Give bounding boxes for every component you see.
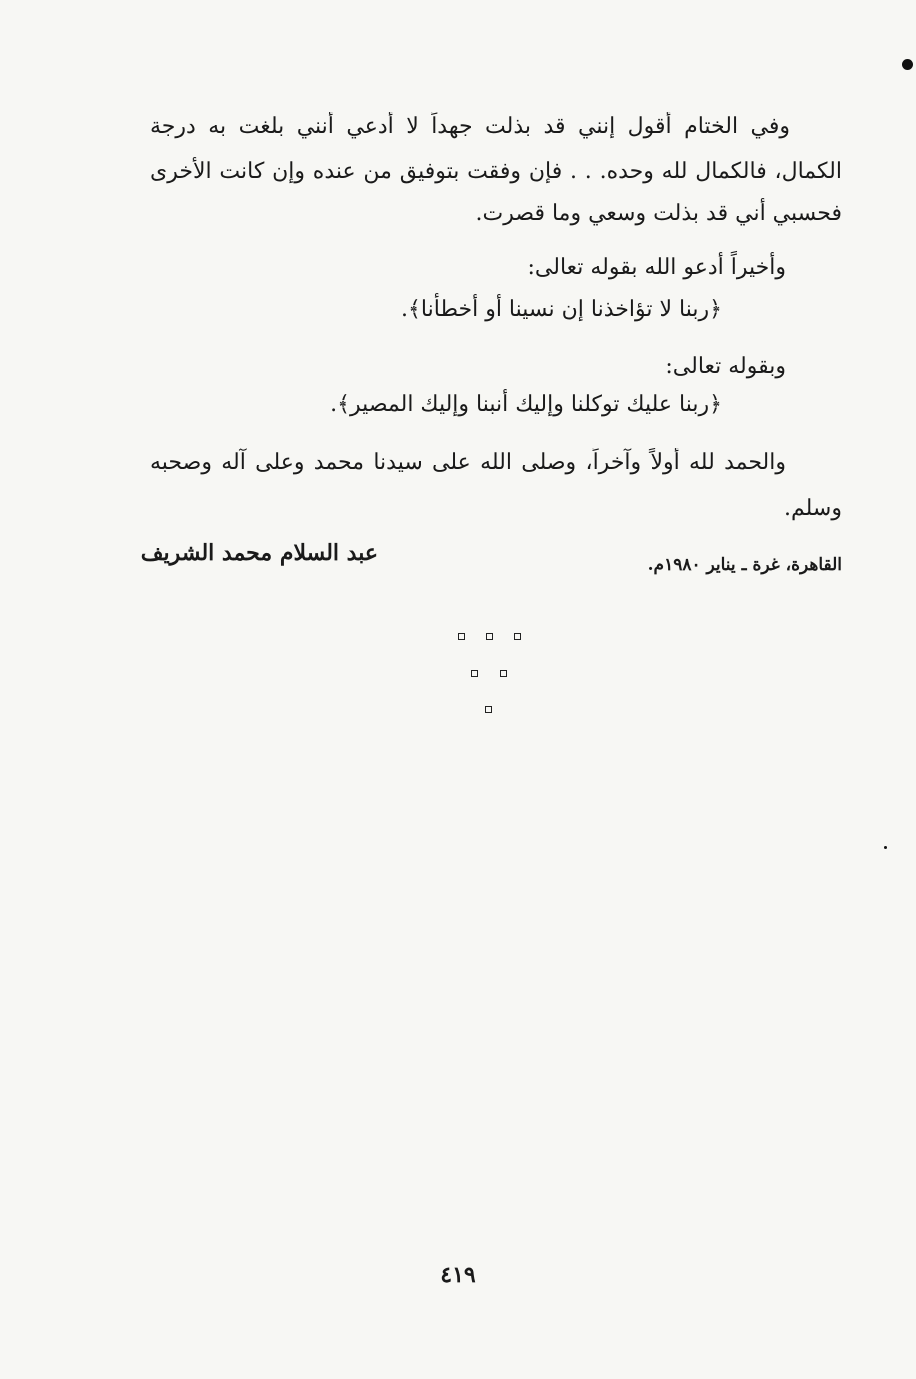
page-number: ٤١٩: [440, 1262, 476, 1288]
ornament-square: [486, 633, 493, 640]
ornament-square: [458, 633, 465, 640]
paragraph-line: فحسبي أني قد بذلت وسعي وما قصرت.: [475, 201, 842, 226]
quran-quote: ﴿ربنا عليك توكلنا وإليك أنبنا وإليك المصير﴾.: [330, 392, 722, 417]
place-date: القاهرة، غرة ـ يناير ١٩٨٠م.: [647, 555, 842, 575]
ornament-square: [500, 670, 507, 677]
quran-quote: ﴿ربنا لا تؤاخذنا إن نسينا أو أخطأنا﴾.: [401, 297, 722, 322]
scan-speck: [902, 59, 913, 70]
ornament-square: [471, 670, 478, 677]
author-signature: عبد السلام محمد الشريف: [140, 540, 378, 566]
ornament-square: [485, 706, 492, 713]
paragraph-line: والحمد لله أولاً وآخراً، وصلى الله على سيدنا محمد وعلى آله وصحبه: [150, 450, 786, 475]
paragraph-line: وسلم.: [784, 496, 842, 521]
prayer-intro: وأخيراً أدعو الله بقوله تعالى:: [527, 255, 786, 280]
prayer-intro: وبقوله تعالى:: [665, 354, 786, 379]
paragraph-line: وفي الختام أقول إنني قد بذلت جهداً لا أدعي أنني بلغت به درجة: [150, 114, 790, 139]
paragraph-line: الكمال، فالكمال لله وحده. . . فإن وفقت بتوفيق من عنده وإن كانت الأخرى: [150, 159, 842, 184]
ornament-square: [514, 633, 521, 640]
scan-speck: [884, 846, 887, 849]
